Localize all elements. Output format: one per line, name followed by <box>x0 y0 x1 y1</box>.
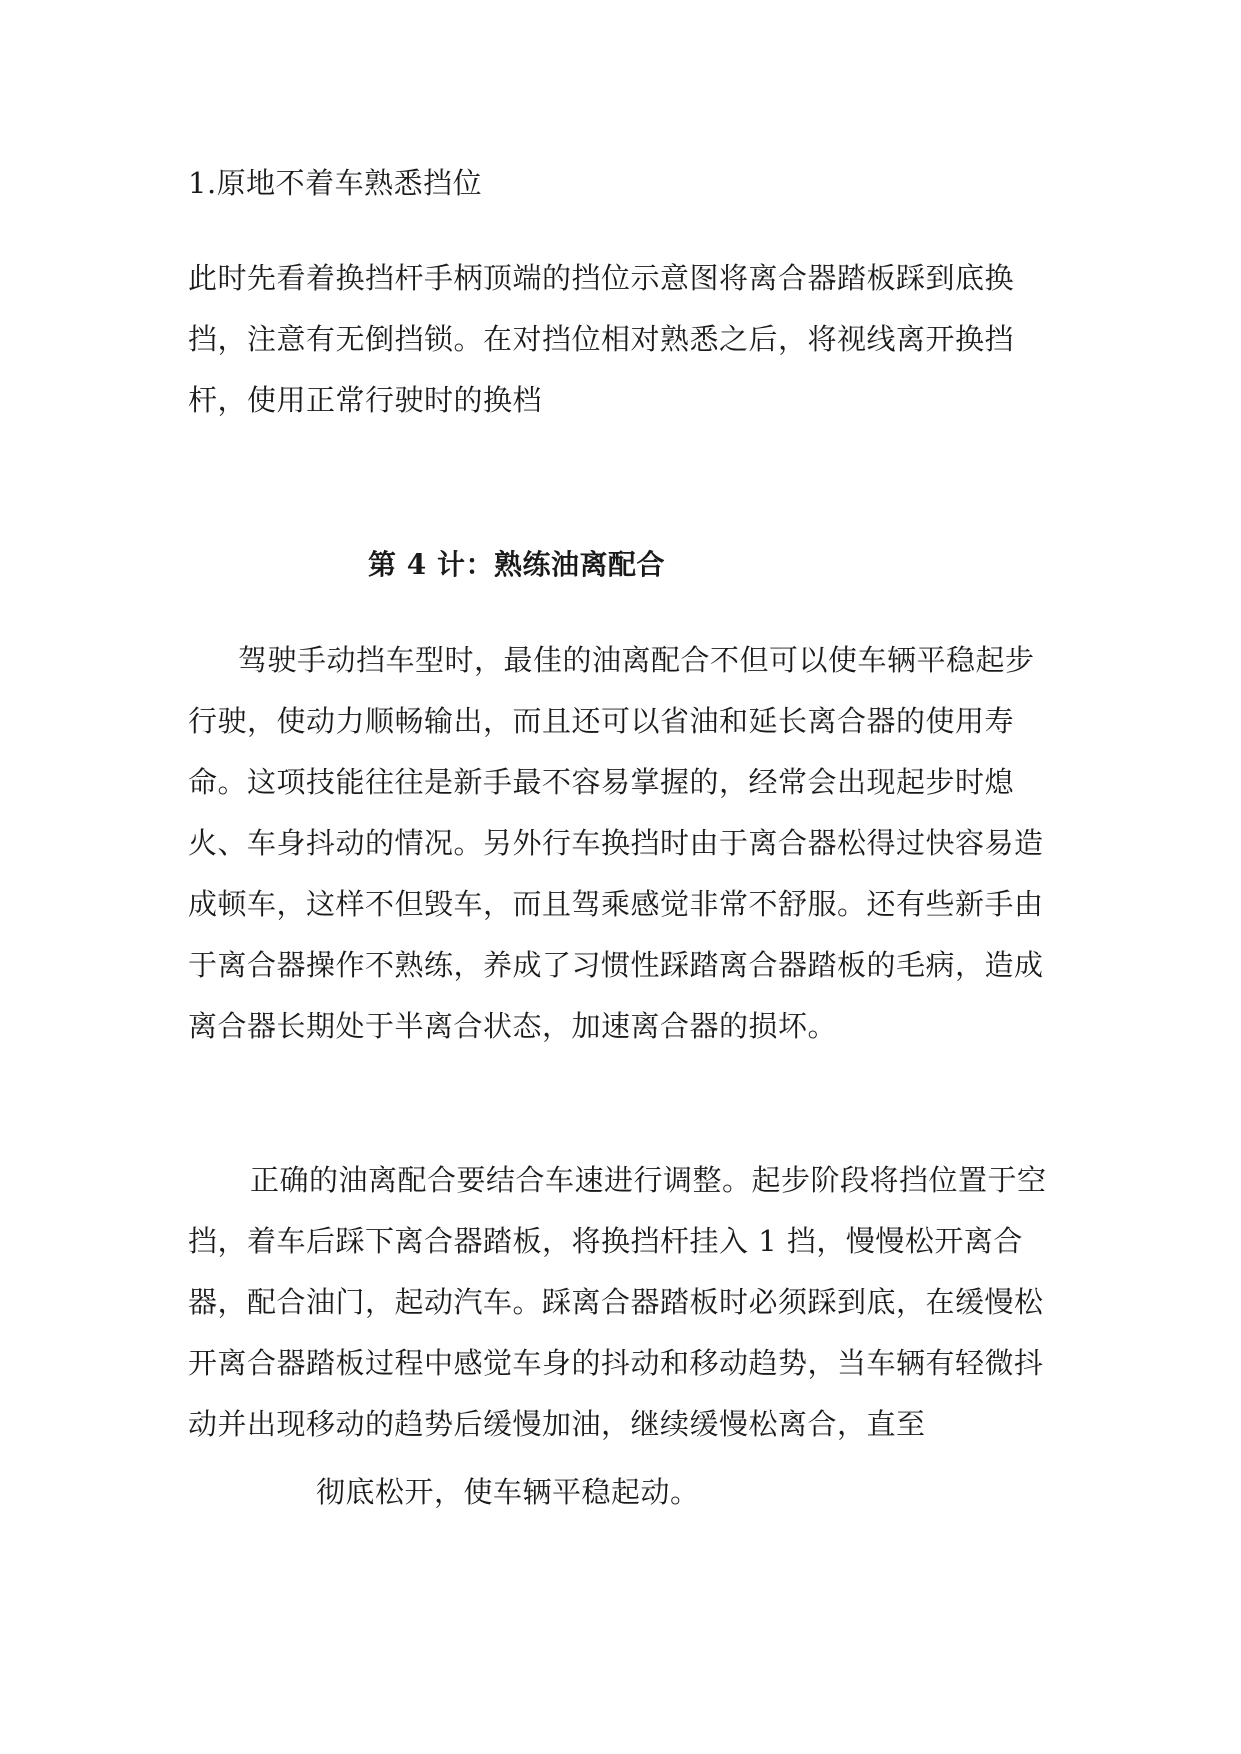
paragraph-gear-familiarization: 此时先看着换挡杆手柄顶端的挡位示意图将离合器踏板踩到底换挡，注意有无倒挡锁。在对挡位相对熟悉之后，将视线离开换挡杆，使用正常行驶时的换档 <box>188 261 1015 417</box>
step-heading: 1.原地不着车熟悉挡位 <box>188 166 483 200</box>
paragraph-clutch-throttle-method-tail: 彻底松开，使车辆平稳起动。 <box>316 1475 700 1509</box>
section-title: 第 4 计：熟练油离配合 <box>368 548 665 581</box>
paragraph-clutch-throttle-method: 正确的油离配合要结合车速进行调整。起步阶段将挡位置于空挡，着车后踩下离合器踏板，将换挡杆挂入 1 挡，慢慢松开离合器，配合油门，起动汽车。踩离合器踏板时必须踩到底，在缓慢松开离合器踏板过程中感觉车身的抖动和移动趋势，当车辆有轻微抖动并出现移动的趋势后缓慢加油，继续缓慢松离合，直至 <box>188 1163 1047 1441</box>
paragraph-clutch-throttle-intro: 驾驶手动挡车型时，最佳的油离配合不但可以使车辆平稳起步行驶，使动力顺畅输出，而且还可以省油和延长离合器的使用寿命。这项技能往往是新手最不容易掌握的，经常会出现起步时熄火、车身抖动的情况。另外行车换挡时由于离合器松得过快容易造成顿车，这样不但毁车，而且驾乘感觉非常不舒服。还有些新手由于离合器操作不熟练，养成了习惯性踩踏离合器踏板的毛病，造成离合器长期处于半离合状态，加速离合器的损坏。 <box>188 643 1044 1043</box>
